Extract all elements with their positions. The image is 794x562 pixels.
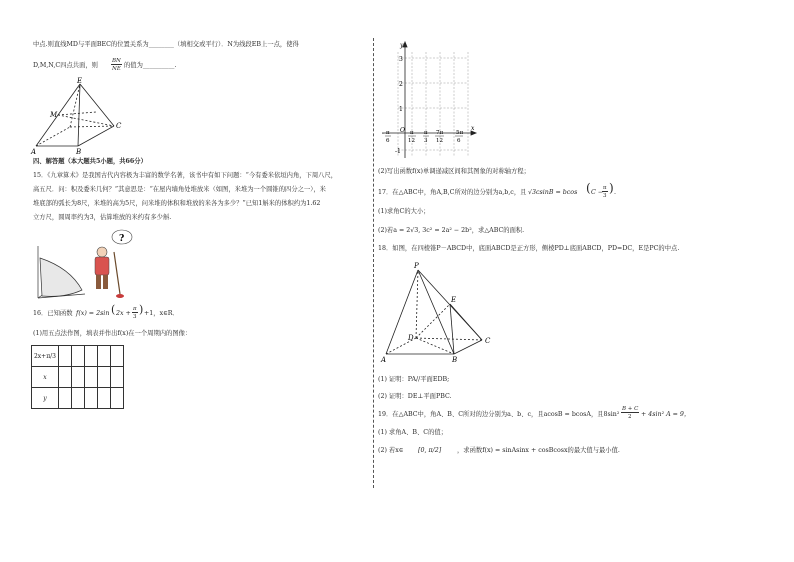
q19-interval: [0, π/2] bbox=[418, 447, 442, 454]
q16-argument: 2x + bbox=[116, 310, 131, 317]
q17-frac-den: 3 bbox=[603, 193, 607, 199]
q16-tail: +1，x∈R． bbox=[144, 310, 179, 317]
x-tick-3-num: π bbox=[424, 130, 428, 136]
q17-sub1: (1)求角C的大小； bbox=[378, 208, 430, 215]
table-row bbox=[32, 367, 124, 388]
x-tick-1-den: 6 bbox=[386, 138, 390, 144]
fig-label-a: A bbox=[381, 356, 387, 364]
q19-line1-start: 19．在△ABC中，角A、B、C所对的边分别为a、b、c，且acosB = bcosA，且8sin² bbox=[378, 411, 620, 418]
q16-paren-open: ( bbox=[111, 303, 116, 316]
q19-frac-num: B + C bbox=[622, 406, 639, 412]
y-axis-label: y bbox=[400, 42, 404, 49]
q17-line1-start: 17．在△ABC中，角A,B,C所对的边分别为a,b,c，且 bbox=[378, 189, 527, 196]
y-axis-arrow-icon bbox=[403, 42, 407, 47]
ratio-numerator: BN bbox=[112, 58, 121, 64]
five-point-table bbox=[31, 345, 124, 409]
q16-paren-close: ) bbox=[139, 303, 144, 316]
q15-line3: 堆底部的弧长为8尺，米堆的高为5尺，问米堆的体积和堆放的米各为多少？”已知1斛米的体积约为1.62 bbox=[33, 200, 321, 207]
y-tick-minus1: -1 bbox=[395, 148, 401, 155]
pyramid-label-b: B bbox=[76, 148, 82, 154]
x-tick-5-den: 6 bbox=[457, 138, 461, 144]
q17-period: . bbox=[614, 189, 617, 196]
thought-bubble-mark: ? bbox=[119, 234, 125, 244]
fig-label-b: B bbox=[452, 356, 458, 364]
q14-line1: 中点.则直线MD与平面BEC的位置关系为________（填相交或平行）．N为线段EB上一点，使得 bbox=[33, 41, 299, 48]
fig-label-d: D bbox=[408, 334, 414, 342]
x-tick-2-num: π bbox=[410, 130, 414, 136]
y-tick-2: 2 bbox=[399, 81, 403, 88]
q18-line1: 18．如图，在四棱锥P－ABCD中，底面ABCD是正方形，侧棱PD⊥底面ABCD，PD=DC，E是PC的中点. bbox=[378, 245, 680, 252]
pyramid-label-e: E bbox=[77, 77, 83, 85]
q17-paren-close: ) bbox=[609, 181, 614, 195]
q17-arg: C − bbox=[591, 189, 604, 196]
table-row bbox=[32, 346, 124, 367]
pyramid-label-a: A bbox=[31, 148, 37, 154]
person-head-icon bbox=[97, 247, 107, 257]
q14-line2-end: 的值为__________. bbox=[124, 62, 177, 69]
q16-sub2: (2)写出函数f(x)单调递减区间和其图象的对称轴方程； bbox=[378, 168, 530, 175]
y-tick-3: 3 bbox=[399, 56, 403, 63]
q17-frac-num: π bbox=[603, 185, 607, 191]
fig-label-e: E bbox=[451, 296, 457, 304]
pyramid-figure bbox=[28, 74, 138, 154]
y-tick-1: 1 bbox=[399, 106, 403, 113]
table-header-cell: y bbox=[32, 388, 59, 409]
fig-label-c: C bbox=[485, 337, 491, 345]
q17-equation: √3csinB = bcos bbox=[528, 189, 578, 196]
x-tick-1-num: π bbox=[386, 130, 390, 136]
x-tick-4-num: 7π bbox=[436, 130, 444, 136]
q19-sub2-start: (2) 若x∈ bbox=[378, 447, 404, 454]
section-title: 四、解答题（本大题共5小题，共66分） bbox=[33, 158, 147, 165]
x-tick-2-den: 12 bbox=[408, 138, 415, 144]
person-body-icon bbox=[95, 257, 109, 275]
ratio-denominator: NE bbox=[112, 66, 121, 72]
q14-line2-start: D,M,N,C四点共面，则 bbox=[33, 62, 98, 69]
q17-sub2: (2)若a = 2√3, 3c² = 2a² − 2b²，求△ABC的面积. bbox=[378, 227, 525, 234]
q19-sub1: (1) 求角A、B、C的值； bbox=[378, 429, 447, 436]
person-leg-icon-2 bbox=[103, 275, 108, 289]
x-tick-1-sign: - bbox=[382, 131, 384, 137]
q17-paren-open: ( bbox=[586, 181, 591, 195]
q19-line1-end: + 4sin² A = 9， bbox=[641, 411, 691, 418]
pyramid-label-c: C bbox=[116, 122, 122, 130]
column-divider bbox=[373, 38, 374, 488]
q18-sub2: (2) 证明：DE⊥平面PBC. bbox=[378, 393, 452, 400]
table-header-cell: 2x+π/3 bbox=[32, 346, 59, 367]
origin-label: O bbox=[400, 127, 405, 134]
q16-frac-den: 3 bbox=[133, 314, 137, 320]
q19-sub2-end: ，求函数f(x) = sinAsinx + cosBcosx的最大值与最小值. bbox=[457, 447, 620, 454]
q19-frac-den: 2 bbox=[628, 414, 632, 420]
q15-line2: 高五尺．问：积及委米几何？”其意思是：“在屋内墙角处堆放米（如图，米堆为一个圆锥的四分之一），米 bbox=[33, 186, 326, 193]
q18-sub1: (1) 证明：PA//平面EDB; bbox=[378, 376, 450, 383]
pyramid-pabcd-figure bbox=[378, 258, 508, 366]
table-row bbox=[32, 388, 124, 409]
shovel-blade-icon bbox=[116, 294, 124, 298]
q16-sub1: (1)用五点法作图，填表并作出f(x)在一个周期内的图像： bbox=[33, 330, 192, 337]
fig-label-p: P bbox=[414, 262, 419, 270]
x-axis-label: x bbox=[471, 125, 475, 132]
coordinate-grid bbox=[378, 38, 478, 162]
x-tick-4-den: 12 bbox=[436, 138, 443, 144]
q15-line1: 15．《九章算术》是我国古代内容极为丰富的数学名著，该书中有如下问题：“今有委米依垣内角，下周八尺， bbox=[33, 172, 338, 179]
pyramid-label-m: M bbox=[50, 111, 58, 119]
shovel-icon bbox=[114, 252, 120, 294]
x-tick-5-num: 5π bbox=[456, 130, 464, 136]
person-leg-icon bbox=[96, 275, 101, 289]
rice-pile-illustration bbox=[30, 228, 135, 304]
q16-frac-num: π bbox=[133, 306, 137, 312]
q16-function: f(x) = 2sin bbox=[76, 310, 110, 317]
table-header-cell: x bbox=[32, 367, 59, 388]
q16-intro: 16．已知函数 bbox=[33, 310, 73, 317]
x-tick-3-den: 3 bbox=[424, 138, 428, 144]
q15-line4: 立方尺，圆周率约为3，估算堆放的米约有多少斛. bbox=[33, 214, 172, 221]
